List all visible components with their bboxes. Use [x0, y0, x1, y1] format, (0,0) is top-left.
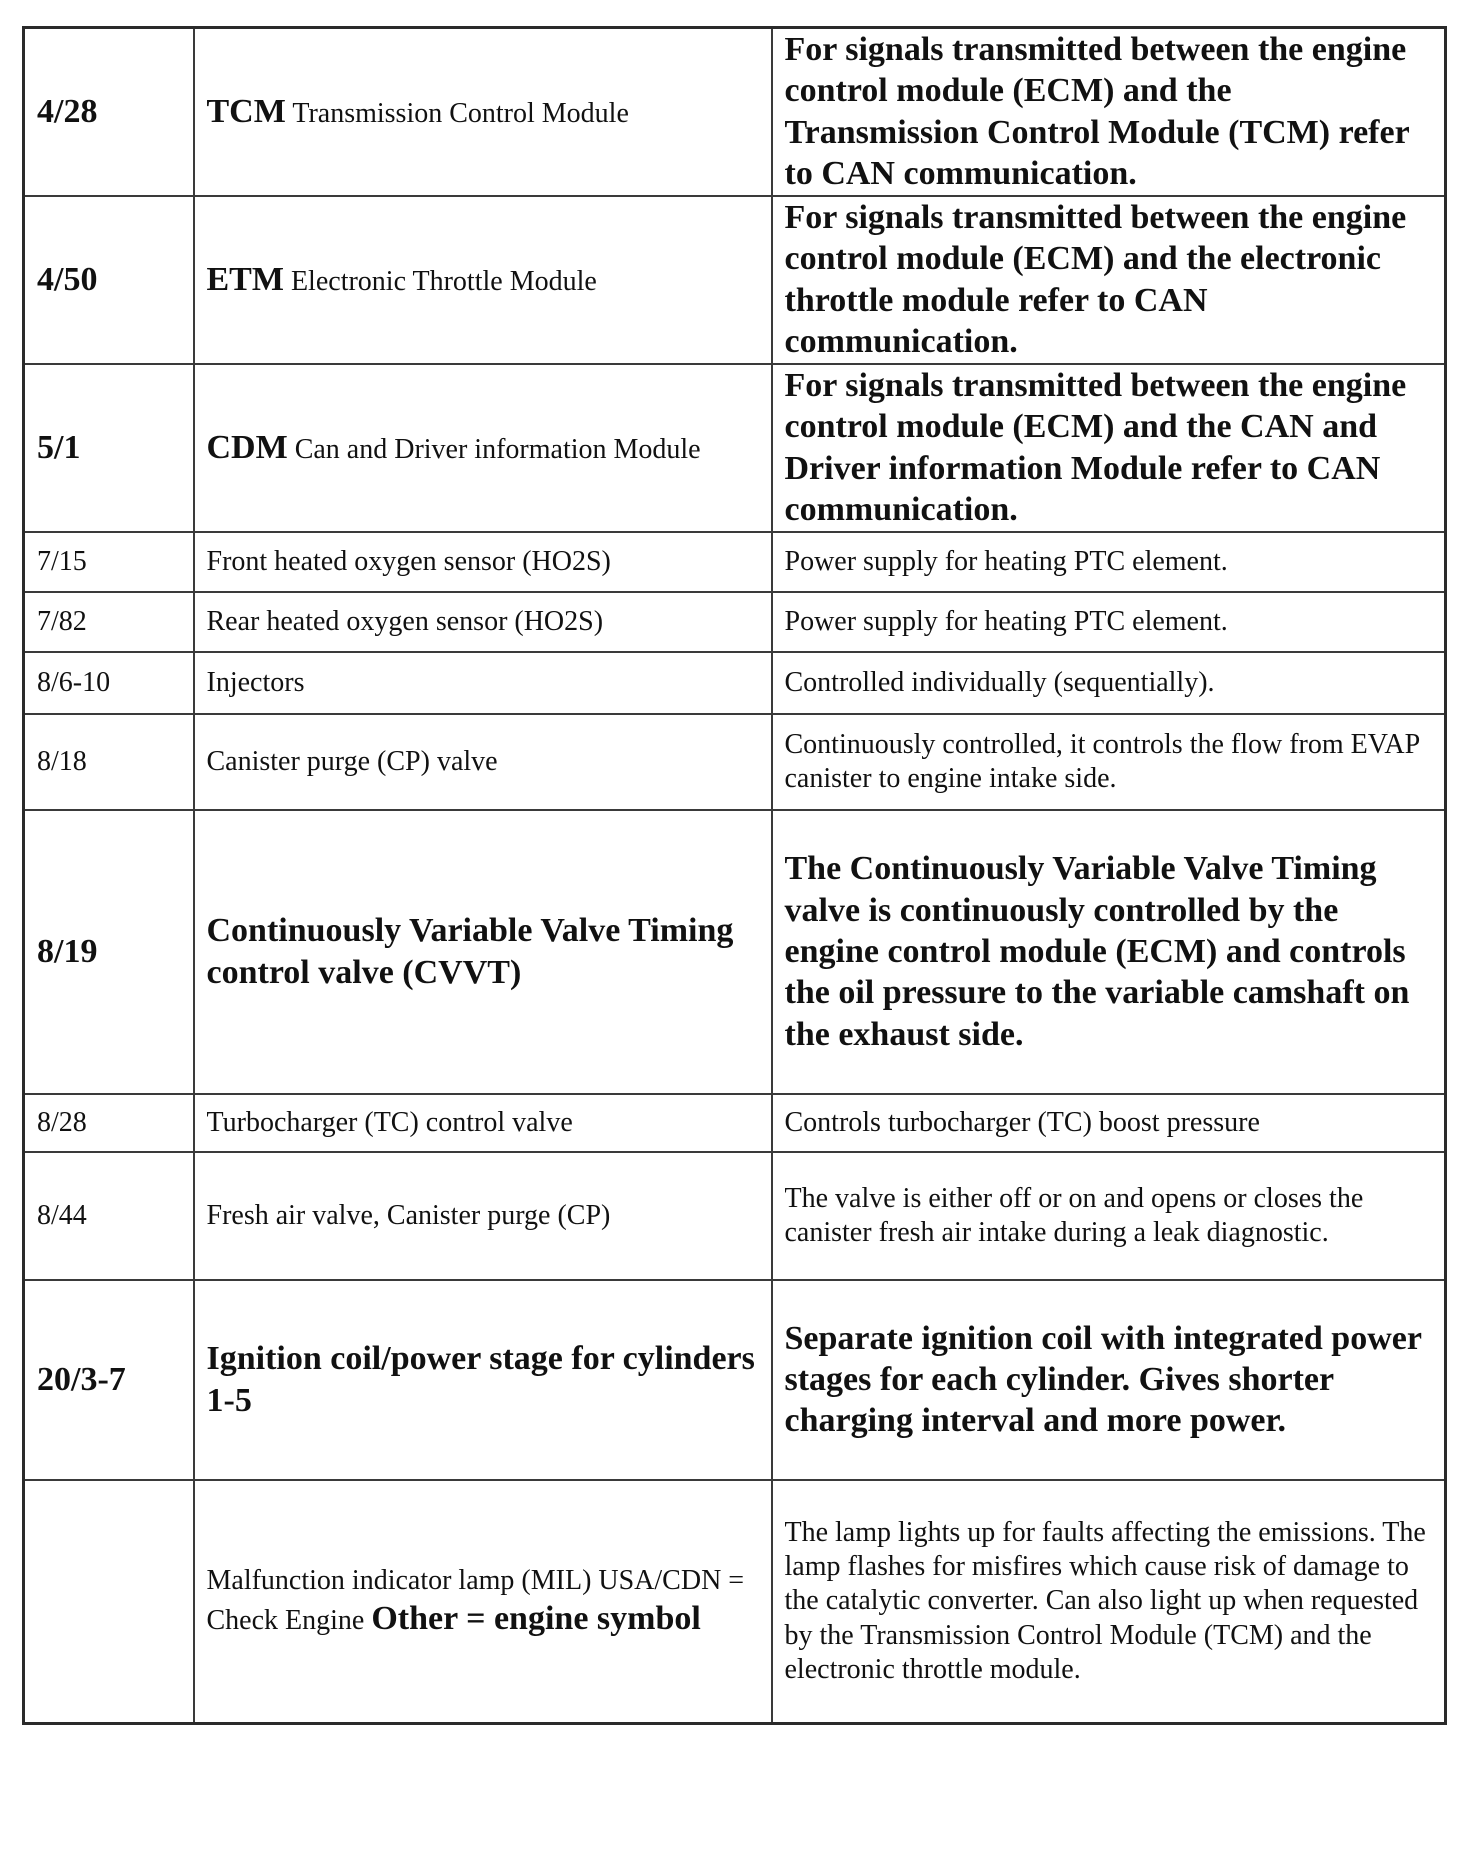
row-code: 8/18	[24, 714, 194, 810]
component-name: Can and Driver information Module	[294, 434, 701, 466]
row-description: For signals transmitted between the engine control module (ECM) and the electronic throttle module refer to CAN communication.	[772, 196, 1446, 364]
row-description: For signals transmitted between the engine control module (ECM) and the Transmission Control Module (TCM) refer to CAN communication.	[772, 28, 1446, 196]
table-row	[24, 1480, 1446, 1724]
row-component	[194, 1480, 772, 1724]
table-row	[24, 652, 1446, 714]
row-component	[194, 364, 772, 532]
component-name-bold: Other = engine symbol	[371, 1599, 701, 1637]
row-code: 7/82	[24, 592, 194, 652]
table-row	[24, 810, 1446, 1094]
row-code: 7/15	[24, 532, 194, 592]
table-row	[24, 1152, 1446, 1280]
row-description: The Continuously Variable Valve Timing valve is continuously controlled by the engine control module (ECM) and controls the oil pressure to the variable camshaft on the exhaust side.	[772, 810, 1446, 1094]
table-row	[24, 364, 1446, 532]
signals-table	[22, 26, 1447, 1725]
row-description: For signals transmitted between the engine control module (ECM) and the CAN and Driver information Module refer to CAN communication.	[772, 364, 1446, 532]
table-row	[24, 714, 1446, 810]
component-abbr: TCM	[206, 93, 286, 131]
row-component: Canister purge (CP) valve	[194, 714, 772, 810]
row-code: 20/3-7	[24, 1280, 194, 1480]
component-abbr: ETM	[206, 261, 284, 299]
row-component	[194, 28, 772, 196]
row-description: The valve is either off or on and opens or closes the canister fresh air intake during a leak diagnostic.	[772, 1152, 1446, 1280]
row-component: Turbocharger (TC) control valve	[194, 1094, 772, 1152]
row-component: Fresh air valve, Canister purge (CP)	[194, 1152, 772, 1280]
table-row	[24, 28, 1446, 196]
row-component	[194, 196, 772, 364]
row-code: 5/1	[24, 364, 194, 532]
row-description: The lamp lights up for faults affecting the emissions. The lamp flashes for misfires which cause risk of damage to the catalytic converter. Can also light up when requested by the Transmission Control Module (TCM) and the electronic throttle module.	[772, 1480, 1446, 1724]
row-code: 4/50	[24, 196, 194, 364]
row-description: Power supply for heating PTC element.	[772, 532, 1446, 592]
row-component: Continuously Variable Valve Timing control valve (CVVT)	[194, 810, 772, 1094]
row-description: Power supply for heating PTC element.	[772, 592, 1446, 652]
component-name: Electronic Throttle Module	[290, 266, 597, 298]
row-component: Front heated oxygen sensor (HO2S)	[194, 532, 772, 592]
row-code: 8/28	[24, 1094, 194, 1152]
row-component: Rear heated oxygen sensor (HO2S)	[194, 592, 772, 652]
row-description: Controlled individually (sequentially).	[772, 652, 1446, 714]
table-row	[24, 592, 1446, 652]
row-code	[24, 1480, 194, 1724]
table-row	[24, 1280, 1446, 1480]
component-name: Transmission Control Module	[292, 98, 629, 130]
table-row	[24, 1094, 1446, 1152]
table-row	[24, 196, 1446, 364]
row-description: Separate ignition coil with integrated power stages for each cylinder. Gives shorter charging interval and more power.	[772, 1280, 1446, 1480]
row-code: 8/6-10	[24, 652, 194, 714]
row-description: Controls turbocharger (TC) boost pressure	[772, 1094, 1446, 1152]
row-code: 4/28	[24, 28, 194, 196]
row-code: 8/44	[24, 1152, 194, 1280]
component-name: Malfunction indicator lamp (MIL) USA/CDN = Check Engine	[206, 1564, 745, 1636]
row-description: Continuously controlled, it controls the flow from EVAP canister to engine intake side.	[772, 714, 1446, 810]
table-row	[24, 532, 1446, 592]
row-component: Injectors	[194, 652, 772, 714]
row-component: Ignition coil/power stage for cylinders 1-5	[194, 1280, 772, 1480]
component-abbr: CDM	[206, 429, 288, 467]
row-code: 8/19	[24, 810, 194, 1094]
